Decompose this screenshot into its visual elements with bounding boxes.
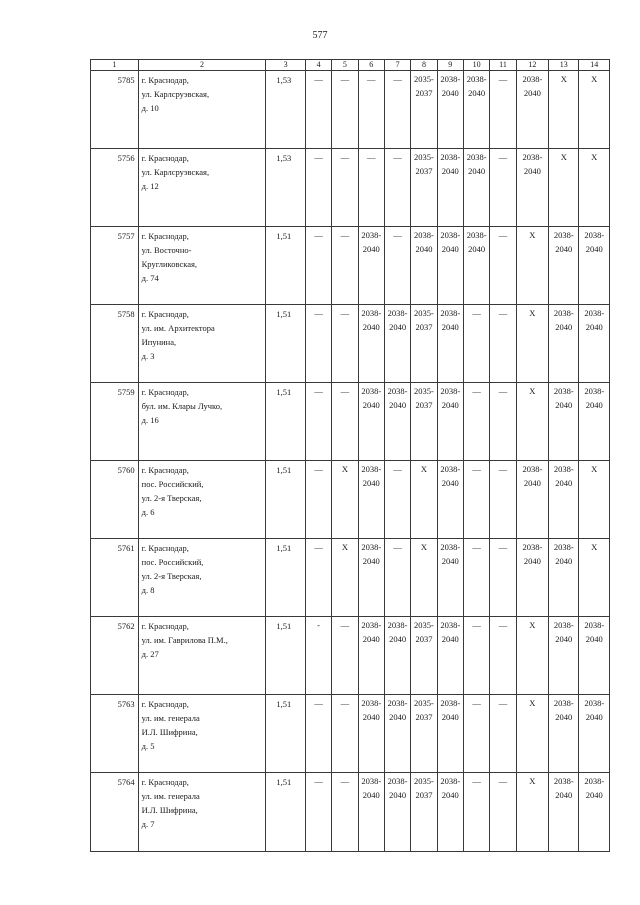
record-number: 5762 bbox=[91, 617, 139, 695]
period-cell: 2038- 2040 bbox=[358, 305, 384, 383]
address-cell: г. Краснодар, ул. им. генерала И.Л. Шифрина, д. 5 bbox=[138, 695, 266, 773]
period-cell: — bbox=[384, 227, 410, 305]
period-cell: 2038- 2040 bbox=[437, 695, 463, 773]
period-cell: 2038- 2040 bbox=[549, 383, 579, 461]
period-cell: — bbox=[463, 773, 489, 852]
period-cell: — bbox=[463, 305, 489, 383]
period-cell: 2038- 2040 bbox=[437, 149, 463, 227]
address-cell: г. Краснодар, ул. им. Гаврилова П.М., д. 27 bbox=[138, 617, 266, 695]
period-cell: X bbox=[579, 149, 610, 227]
address-cell: г. Краснодар, ул. им. Архитектора Ипунина, д. 3 bbox=[138, 305, 266, 383]
period-cell: — bbox=[305, 305, 331, 383]
period-cell: 2038- 2040 bbox=[358, 227, 384, 305]
table-row bbox=[91, 617, 610, 695]
record-number: 5761 bbox=[91, 539, 139, 617]
table-row bbox=[91, 695, 610, 773]
period-cell: X bbox=[332, 461, 358, 539]
address-cell: г. Краснодар, пос. Российский, ул. 2-я Тверская, д. 8 bbox=[138, 539, 266, 617]
period-cell: 2035- 2037 bbox=[411, 773, 437, 852]
column-number-header: 4 bbox=[305, 60, 331, 71]
period-cell: X bbox=[549, 149, 579, 227]
period-cell: — bbox=[305, 461, 331, 539]
period-cell: 2038- 2040 bbox=[516, 71, 548, 149]
period-cell: 2035- 2037 bbox=[411, 695, 437, 773]
period-cell: 2038- 2040 bbox=[516, 149, 548, 227]
period-cell: — bbox=[384, 149, 410, 227]
period-cell: 2038- 2040 bbox=[549, 617, 579, 695]
period-cell: 2038- 2040 bbox=[384, 617, 410, 695]
period-cell: — bbox=[490, 773, 516, 852]
period-cell: 2038- 2040 bbox=[437, 773, 463, 852]
column-number-header: 11 bbox=[490, 60, 516, 71]
period-cell: 2038- 2040 bbox=[384, 305, 410, 383]
period-cell: 2038- 2040 bbox=[358, 617, 384, 695]
period-cell: — bbox=[490, 383, 516, 461]
period-cell: 2038- 2040 bbox=[411, 227, 437, 305]
rate-cell: 1,53 bbox=[266, 71, 306, 149]
period-cell: 2038- 2040 bbox=[579, 617, 610, 695]
period-cell: — bbox=[332, 383, 358, 461]
period-cell: — bbox=[490, 539, 516, 617]
period-cell: X bbox=[516, 305, 548, 383]
record-number: 5758 bbox=[91, 305, 139, 383]
period-cell: X bbox=[411, 461, 437, 539]
column-number-header: 1 bbox=[91, 60, 139, 71]
period-cell: 2038- 2040 bbox=[437, 617, 463, 695]
period-cell: 2035- 2037 bbox=[411, 71, 437, 149]
column-number-header: 3 bbox=[266, 60, 306, 71]
rate-cell: 1,51 bbox=[266, 227, 306, 305]
period-cell: 2038- 2040 bbox=[579, 305, 610, 383]
period-cell: — bbox=[332, 773, 358, 852]
period-cell: 2038- 2040 bbox=[437, 539, 463, 617]
period-cell: 2035- 2037 bbox=[411, 305, 437, 383]
period-cell: — bbox=[463, 617, 489, 695]
period-cell: — bbox=[490, 227, 516, 305]
column-number-header: 5 bbox=[332, 60, 358, 71]
period-cell: X bbox=[516, 383, 548, 461]
period-cell: — bbox=[332, 149, 358, 227]
record-number: 5760 bbox=[91, 461, 139, 539]
column-number-header: 12 bbox=[516, 60, 548, 71]
period-cell: — bbox=[358, 71, 384, 149]
period-cell: X bbox=[332, 539, 358, 617]
column-number-row bbox=[91, 60, 610, 71]
period-cell: — bbox=[358, 149, 384, 227]
period-cell: 2038- 2040 bbox=[437, 383, 463, 461]
column-number-header: 6 bbox=[358, 60, 384, 71]
page-number: 577 bbox=[312, 30, 328, 41]
period-cell: — bbox=[305, 695, 331, 773]
column-number-header: 14 bbox=[579, 60, 610, 71]
period-cell: 2038- 2040 bbox=[358, 695, 384, 773]
period-cell: — bbox=[463, 383, 489, 461]
period-cell: — bbox=[490, 71, 516, 149]
period-cell: 2038- 2040 bbox=[549, 773, 579, 852]
period-cell: — bbox=[305, 773, 331, 852]
column-number-header: 2 bbox=[138, 60, 266, 71]
column-number-header: 8 bbox=[411, 60, 437, 71]
period-cell: — bbox=[490, 461, 516, 539]
period-cell: 2038- 2040 bbox=[579, 773, 610, 852]
period-cell: — bbox=[490, 617, 516, 695]
period-cell: 2038- 2040 bbox=[516, 539, 548, 617]
period-cell: 2038- 2040 bbox=[437, 227, 463, 305]
table-row bbox=[91, 227, 610, 305]
period-cell: 2038- 2040 bbox=[549, 227, 579, 305]
address-cell: г. Краснодар, ул. Восточно- Кругликовская, д. 74 bbox=[138, 227, 266, 305]
period-cell: X bbox=[549, 71, 579, 149]
period-cell: 2038- 2040 bbox=[463, 149, 489, 227]
period-cell: 2038- 2040 bbox=[437, 71, 463, 149]
column-number-header: 9 bbox=[437, 60, 463, 71]
period-cell: — bbox=[332, 617, 358, 695]
period-cell: 2038- 2040 bbox=[549, 539, 579, 617]
table-row bbox=[91, 539, 610, 617]
record-number: 5785 bbox=[91, 71, 139, 149]
address-cell: г. Краснодар, ул. Карлсруэвская, д. 12 bbox=[138, 149, 266, 227]
record-number: 5757 bbox=[91, 227, 139, 305]
table-row bbox=[91, 149, 610, 227]
period-cell: 2038- 2040 bbox=[549, 695, 579, 773]
period-cell: 2038- 2040 bbox=[384, 695, 410, 773]
period-cell: — bbox=[305, 71, 331, 149]
table-row bbox=[91, 383, 610, 461]
period-cell: 2035- 2037 bbox=[411, 617, 437, 695]
rate-cell: 1,51 bbox=[266, 461, 306, 539]
record-number: 5756 bbox=[91, 149, 139, 227]
table-row bbox=[91, 305, 610, 383]
record-number: 5764 bbox=[91, 773, 139, 852]
column-number-header: 13 bbox=[549, 60, 579, 71]
period-cell: — bbox=[384, 461, 410, 539]
period-cell: X bbox=[516, 227, 548, 305]
period-cell: X bbox=[579, 71, 610, 149]
period-cell: 2038- 2040 bbox=[437, 461, 463, 539]
rate-cell: 1,51 bbox=[266, 539, 306, 617]
period-cell: - bbox=[305, 617, 331, 695]
period-cell: — bbox=[463, 539, 489, 617]
address-cell: г. Краснодар, бул. им. Клары Лучко, д. 16 bbox=[138, 383, 266, 461]
period-cell: — bbox=[332, 305, 358, 383]
rate-cell: 1,51 bbox=[266, 773, 306, 852]
period-cell: 2038- 2040 bbox=[516, 461, 548, 539]
period-cell: X bbox=[579, 461, 610, 539]
record-number: 5759 bbox=[91, 383, 139, 461]
period-cell: 2035- 2037 bbox=[411, 149, 437, 227]
address-cell: г. Краснодар, ул. им. генерала И.Л. Шифрина, д. 7 bbox=[138, 773, 266, 852]
period-cell: 2038- 2040 bbox=[579, 383, 610, 461]
period-cell: — bbox=[305, 539, 331, 617]
record-number: 5763 bbox=[91, 695, 139, 773]
address-cell: г. Краснодар, ул. Карлсруэвская, д. 10 bbox=[138, 71, 266, 149]
period-cell: — bbox=[490, 149, 516, 227]
period-cell: X bbox=[411, 539, 437, 617]
rate-cell: 1,51 bbox=[266, 617, 306, 695]
period-cell: 2038- 2040 bbox=[463, 227, 489, 305]
table-row bbox=[91, 773, 610, 852]
period-cell: — bbox=[463, 695, 489, 773]
address-cell: г. Краснодар, пос. Российский, ул. 2-я Тверская, д. 6 bbox=[138, 461, 266, 539]
period-cell: — bbox=[463, 461, 489, 539]
period-cell: — bbox=[384, 71, 410, 149]
period-cell: — bbox=[490, 695, 516, 773]
period-cell: 2038- 2040 bbox=[437, 305, 463, 383]
period-cell: 2038- 2040 bbox=[358, 461, 384, 539]
rate-cell: 1,51 bbox=[266, 383, 306, 461]
period-cell: 2038- 2040 bbox=[549, 461, 579, 539]
period-cell: 2038- 2040 bbox=[549, 305, 579, 383]
period-cell: — bbox=[305, 149, 331, 227]
rate-cell: 1,51 bbox=[266, 305, 306, 383]
rate-cell: 1,53 bbox=[266, 149, 306, 227]
period-cell: — bbox=[384, 539, 410, 617]
period-cell: — bbox=[305, 383, 331, 461]
period-cell: 2038- 2040 bbox=[579, 227, 610, 305]
period-cell: 2035- 2037 bbox=[411, 383, 437, 461]
period-cell: 2038- 2040 bbox=[358, 773, 384, 852]
period-cell: X bbox=[516, 617, 548, 695]
period-cell: X bbox=[516, 773, 548, 852]
period-cell: 2038- 2040 bbox=[463, 71, 489, 149]
period-cell: X bbox=[579, 539, 610, 617]
period-cell: 2038- 2040 bbox=[358, 539, 384, 617]
period-cell: — bbox=[332, 227, 358, 305]
period-cell: 2038- 2040 bbox=[358, 383, 384, 461]
period-cell: — bbox=[332, 695, 358, 773]
table-row bbox=[91, 71, 610, 149]
period-cell: 2038- 2040 bbox=[384, 773, 410, 852]
period-cell: — bbox=[490, 305, 516, 383]
table-row bbox=[91, 461, 610, 539]
column-number-header: 7 bbox=[384, 60, 410, 71]
table-body bbox=[91, 71, 610, 852]
period-cell: X bbox=[516, 695, 548, 773]
period-cell: 2038- 2040 bbox=[384, 383, 410, 461]
rate-cell: 1,51 bbox=[266, 695, 306, 773]
period-cell: — bbox=[332, 71, 358, 149]
period-cell: 2038- 2040 bbox=[579, 695, 610, 773]
period-cell: — bbox=[305, 227, 331, 305]
column-number-header: 10 bbox=[463, 60, 489, 71]
register-table bbox=[90, 59, 610, 852]
